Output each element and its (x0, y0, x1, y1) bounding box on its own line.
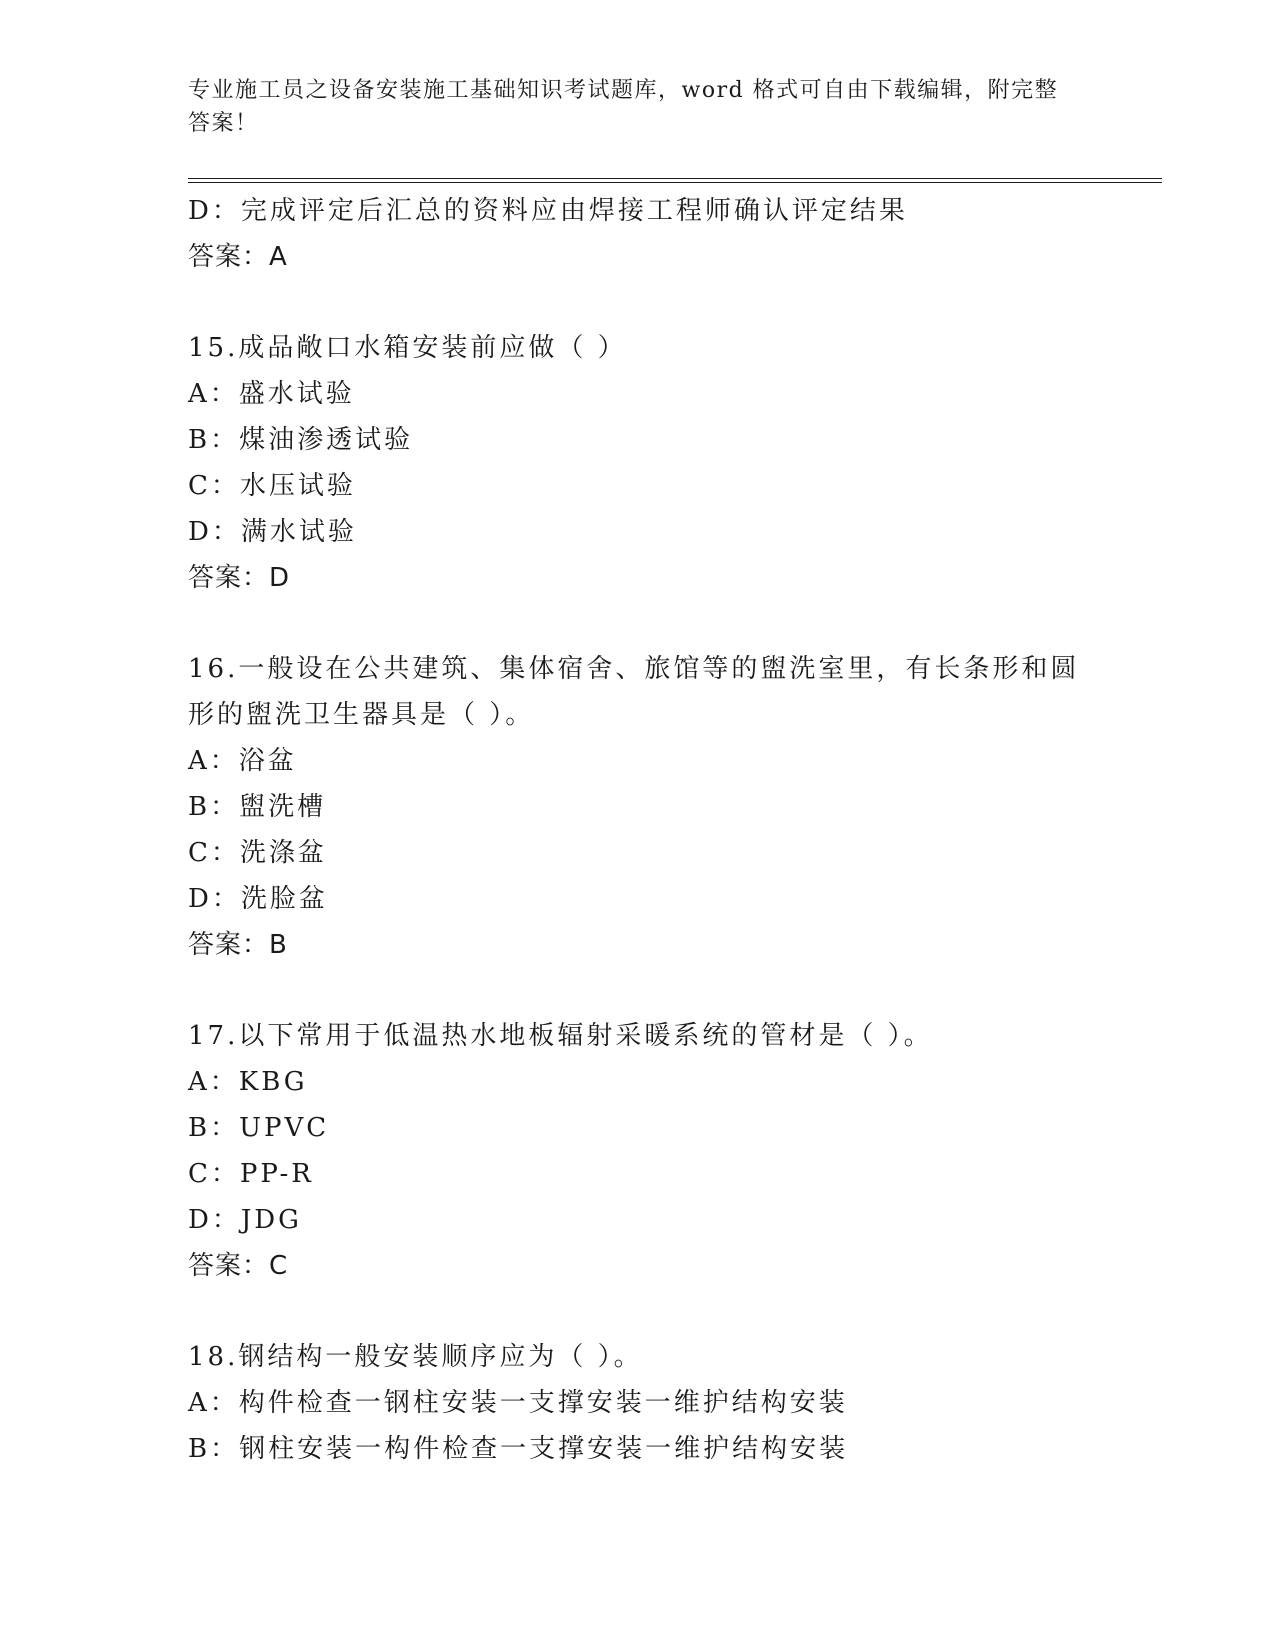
question-16-answer: 答案：B (188, 930, 288, 960)
prev-answer: 答案：A (188, 242, 288, 272)
question-18-option-b: B：钢柱安装一构件检查一支撑安装一维护结构安装 (188, 1434, 849, 1464)
question-15-option-a: A：盛水试验 (188, 379, 355, 409)
question-17-answer: 答案：C (188, 1251, 289, 1281)
question-17-option-c: C：PP-R (188, 1159, 314, 1189)
question-16-option-b: B：盥洗槽 (188, 792, 327, 822)
page-header: 专业施工员之设备安装施工基础知识考试题库，word 格式可自由下载编辑，附完整答案！ (188, 78, 1059, 136)
spacer (188, 968, 1128, 1013)
question-18-option-a: A：构件检查一钢柱安装一支撑安装一维护结构安装 (188, 1388, 848, 1418)
question-16-option-a: A：浴盆 (188, 746, 297, 776)
question-15-stem: 15.成品敞口水箱安装前应做（ ） (188, 333, 627, 363)
header-rule-top (188, 178, 1162, 179)
prev-option-d: D：完成评定后汇总的资料应由焊接工程师确认评定结果 (188, 196, 908, 226)
question-18-stem: 18.钢结构一般安装顺序应为（ ）。 (188, 1342, 643, 1372)
question-15-answer: 答案：D (188, 563, 291, 593)
question-15-option-c: C：水压试验 (188, 471, 356, 501)
question-17-stem: 17.以下常用于低温热水地板辐射采暖系统的管材是（ ）。 (188, 1021, 933, 1051)
question-17-option-b: B：UPVC (188, 1113, 330, 1143)
question-16-stem: 16.一般设在公共建筑、集体宿舍、旅馆等的盥洗室里，有长条形和圆形的盥洗卫生器具是（ ）。 (188, 654, 1080, 730)
question-15-option-b: B：煤油渗透试验 (188, 425, 414, 455)
spacer (188, 601, 1128, 646)
header-rule-bottom (188, 182, 1162, 183)
spacer (188, 1289, 1128, 1334)
question-16-option-d: D：洗脸盆 (188, 884, 328, 914)
question-17-option-d: D：JDG (188, 1205, 302, 1235)
question-16-option-c: C：洗涤盆 (188, 838, 327, 868)
spacer (188, 280, 1128, 325)
question-17-option-a: A：KBG (188, 1067, 308, 1097)
question-list (188, 188, 1128, 1472)
question-15-option-d: D：满水试验 (188, 517, 357, 547)
